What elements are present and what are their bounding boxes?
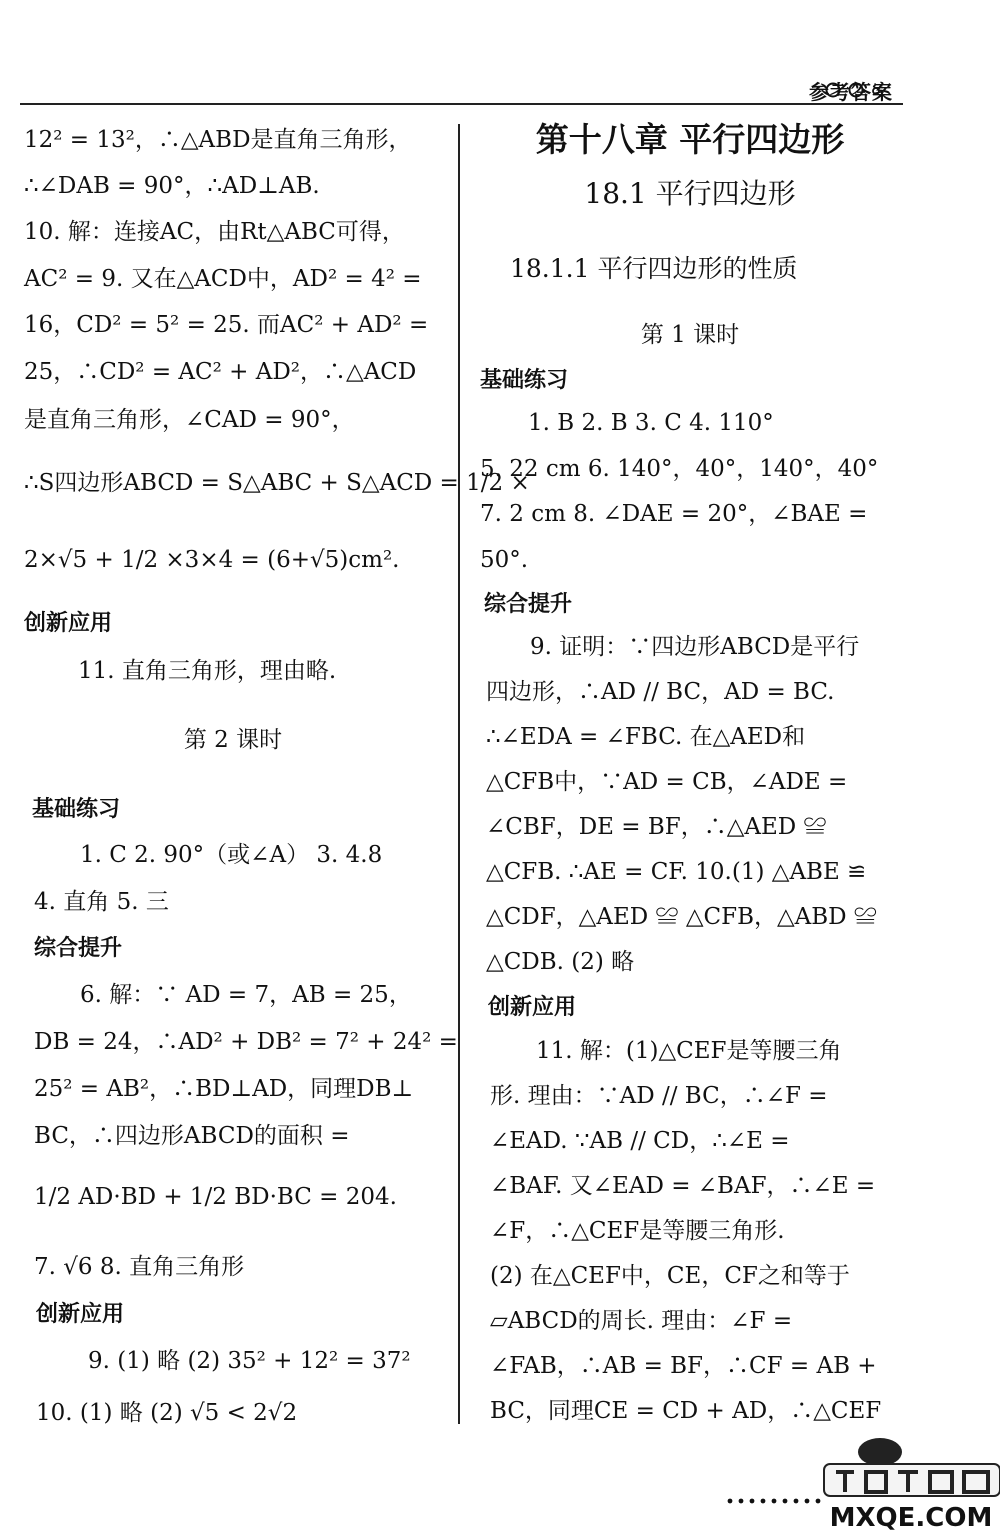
chapter-title: 第十八章 平行四边形 <box>535 120 845 159</box>
text-line: 6. 解：∵ AD = 7，AB = 25， <box>80 982 412 1008</box>
text-line: 11. 解：(1)△CEF是等腰三角 <box>536 1038 842 1064</box>
text-line: △CDF，△AED ≌ △CFB，△ABD ≌ <box>486 904 877 930</box>
section-heading: 创新应用 <box>36 1302 125 1327</box>
lesson-title: 第 1 课时 <box>640 322 740 348</box>
text-line: AC² = 9. 又在△ACD中，AD² = 4² = <box>24 266 422 292</box>
text-line: ∠FAB，∴AB = BF，∴CF = AB + <box>490 1353 877 1379</box>
text-line: BC，同理CE = CD + AD，∴△CEF <box>490 1398 882 1424</box>
text-line: 形. 理由：∵AD // BC，∴∠F = <box>490 1083 828 1109</box>
header-circles-icon <box>819 80 899 100</box>
text-line: ∴∠EDA = ∠FBC. 在△AED和 <box>486 724 806 750</box>
text-line: 50°. <box>480 547 529 573</box>
text-line: 7. 2 cm 8. ∠DAE = 20°，∠BAE = <box>480 501 868 527</box>
text-line: 12² = 13²，∴△ABD是直角三角形， <box>24 127 412 153</box>
text-line: 9. 证明：∵四边形ABCD是平行 <box>530 634 860 660</box>
column-divider <box>458 124 460 1424</box>
subsection-title: 18.1.1 平行四边形的性质 <box>510 254 798 283</box>
text-line: 4. 直角 5. 三 <box>34 889 169 915</box>
text-line: 10. (1) 略 (2) √5 < 2√2 <box>36 1400 298 1426</box>
text-line: 四边形，∴AD // BC，AD = BC. <box>486 679 835 705</box>
text-line: DB = 24，∴AD² + DB² = 7² + 24² = <box>34 1029 458 1055</box>
text-line: 10. 解：连接AC，由Rt△ABC可得， <box>24 219 405 245</box>
text-line: △CFB. ∴AE = CF. 10.(1) △ABE ≌ <box>486 859 867 885</box>
section-heading: 综合提升 <box>34 936 123 961</box>
text-line: 5. 22 cm 6. 140°，40°，140°，40° <box>480 456 879 482</box>
watermark-text: MXQE.COM <box>829 1503 993 1532</box>
text-line: 是直角三角形，∠CAD = 90°， <box>24 407 355 433</box>
text-line: ∠F，∴△CEF是等腰三角形. <box>490 1218 785 1244</box>
text-line: 7. √6 8. 直角三角形 <box>34 1254 245 1280</box>
text-line: 25² = AB²，∴BD⊥AD，同理DB⊥ <box>34 1076 414 1102</box>
section-heading: 基础练习 <box>480 368 569 393</box>
text-line: ▱ABCD的周长. 理由：∠F = <box>490 1308 793 1334</box>
text-line: 1. C 2. 90°（或∠A） 3. 4.8 <box>80 842 383 868</box>
text-line: 9. (1) 略 (2) 35² + 12² = 37² <box>88 1348 411 1374</box>
text-line: 16，CD² = 5² = 25. 而AC² + AD² = <box>24 312 429 338</box>
text-line: ∠CBF，DE = BF，∴△AED ≌ <box>486 814 827 840</box>
section-heading: 综合提升 <box>484 592 573 617</box>
text-line: 11. 直角三角形，理由略. <box>78 658 337 684</box>
text-line: 1. B 2. B 3. C 4. 110° <box>528 410 774 436</box>
section-heading: 基础练习 <box>32 797 121 822</box>
formula-line: 1/2 AD·BD + 1/2 BD·BC = 204. <box>34 1184 397 1210</box>
text-line: △CFB中，∵AD = CB，∠ADE = <box>486 769 848 795</box>
text-line: △CDB. (2) 略 <box>486 949 635 975</box>
header-rule <box>20 103 903 105</box>
section-title: 18.1 平行四边形 <box>584 177 796 210</box>
text-line: BC，∴四边形ABCD的面积 = <box>34 1123 350 1149</box>
text-line: (2) 在△CEF中，CE，CF之和等于 <box>490 1263 850 1289</box>
text-line: ∴∠DAB = 90°，∴AD⊥AB. <box>24 173 320 199</box>
formula-line: 2×√5 + 1/2 ×3×4 = (6+√5)cm². <box>24 547 400 573</box>
section-heading: 创新应用 <box>24 611 113 636</box>
text-line: ∠BAF. 又∠EAD = ∠BAF，∴∠E = <box>490 1173 876 1199</box>
lesson-title: 第 2 课时 <box>183 727 283 753</box>
section-heading: 创新应用 <box>488 995 577 1020</box>
running-header: 参考答案 <box>809 80 893 104</box>
watermark-logo-icon <box>822 1432 1000 1532</box>
formula-line: ∴S四边形ABCD = S△ABC + S△ACD = 1/2 × <box>24 470 530 496</box>
text-line: ∠EAD. ∵AB // CD，∴∠E = <box>490 1128 790 1154</box>
text-line: 25，∴CD² = AC² + AD²，∴△ACD <box>24 359 417 385</box>
